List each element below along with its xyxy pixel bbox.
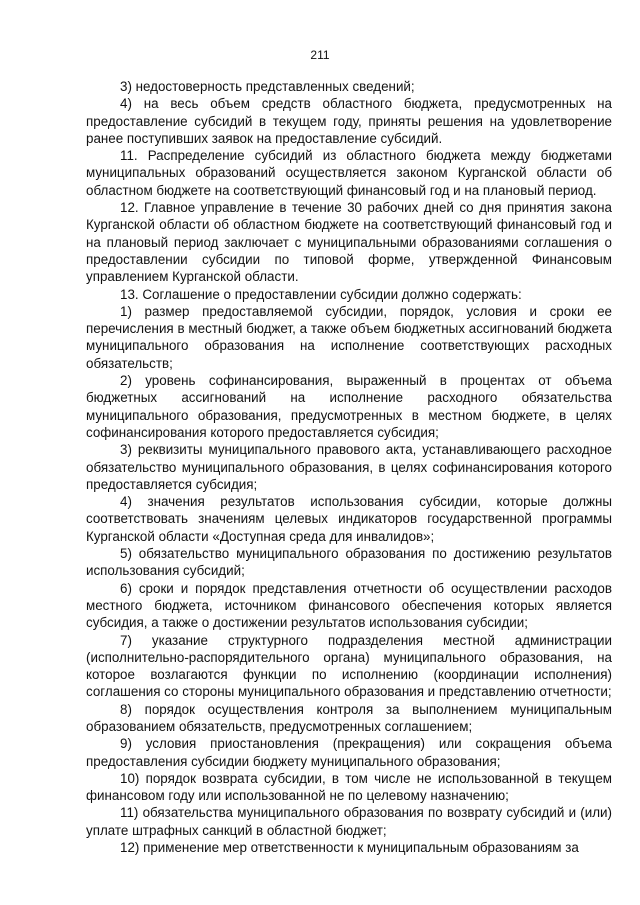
paragraph-13-agreement-contents: 13. Соглашение о предоставлении субсидии должно содержать:	[120, 286, 522, 302]
list-item-5-results-obligation: 5) обязательство муниципального образования по достижению результатов использования субсидий;	[86, 546, 612, 579]
list-item-4-result-values: 4) значения результатов использования субсидии, которые должны соответствовать значениям целевых индикаторов государственной программы Курганской области «Доступная среда для инвалидов»;	[86, 494, 612, 544]
list-item-9-suspension: 9) условия приостановления (прекращения) или сокращения объема предоставления субсидии бюджету муниципального образования;	[86, 736, 612, 769]
list-item-7-responsible-unit: 7) указание структурного подразделения местной администрации (исполнительно-распорядительного органа) муниципального образования, на которое возлагаются функции по исполнению (координации исполнения) соглашения со стороны муниципального образования и представлению отчетности;	[86, 632, 612, 700]
list-item-12-liability: 12) применение мер ответственности к муниципальным образованиям за	[120, 840, 579, 856]
list-item-3-legal-act: 3) реквизиты муниципального правового акта, устанавливающего расходное обязательство муниципального образования, в целях софинансирования которого предоставляется субсидия;	[86, 442, 612, 492]
list-item-8-control: 8) порядок осуществления контроля за выполнением муниципальным образованием обязательств, предусмотренных соглашением;	[86, 701, 612, 734]
paragraph-item-4-budget-exhausted: 4) на весь объем средств областного бюджета, предусмотренных на предоставление субсидий в текущем году, приняты решения на удовлетворение ранее поступивших заявок на предоставление субсидий.	[86, 96, 612, 146]
document-body	[86, 78, 612, 856]
list-item-1-subsidy-size: 1) размер предоставляемой субсидии, порядок, условия и сроки ее перечисления в местный бюджет, а также объем бюджетных ассигнований бюджета муниципального образования на исполнение соответствующих расходных обязательств;	[86, 303, 612, 371]
paragraph-item-3-invalid-info: 3) недостоверность представленных сведений;	[120, 79, 415, 94]
paragraph-12-agreements: 12. Главное управление в течение 30 рабочих дней со дня принятия закона Курганской области об областном бюджете на соответствующий финансовый год и на плановый период заключает с муниципальными образованиями соглашения о предоставлении субсидии по типовой форме, утвержденной Финансовым управлением Курганской области.	[86, 200, 612, 285]
list-item-11-obligations: 11) обязательства муниципального образования по возврату субсидий и (или) уплате штрафных санкций в областной бюджет;	[86, 805, 612, 838]
list-item-10-return: 10) порядок возврата субсидии, в том числе не использованной в текущем финансовом году или использованной не по целевому назначению;	[86, 770, 612, 804]
list-item-2-cofinancing-level: 2) уровень софинансирования, выраженный в процентах от объема бюджетных ассигнований на исполнение расходного обязательства муниципального образования, предусмотренных в местном бюджете, в целях софинансирования которого предоставляется субсидия;	[86, 373, 612, 440]
paragraph-11-distribution: 11. Распределение субсидий из областного бюджета между бюджетами муниципальных образований осуществляется законом Курганской области об областном бюджете на соответствующий финансовый год и на плановый период.	[86, 148, 612, 198]
page-number: 211	[310, 48, 330, 62]
list-item-6-reporting: 6) сроки и порядок представления отчетности об осуществлении расходов местного бюджета, источником финансового обеспечения которых является субсидия, а также о достижении результатов использования субсидии;	[86, 580, 612, 631]
